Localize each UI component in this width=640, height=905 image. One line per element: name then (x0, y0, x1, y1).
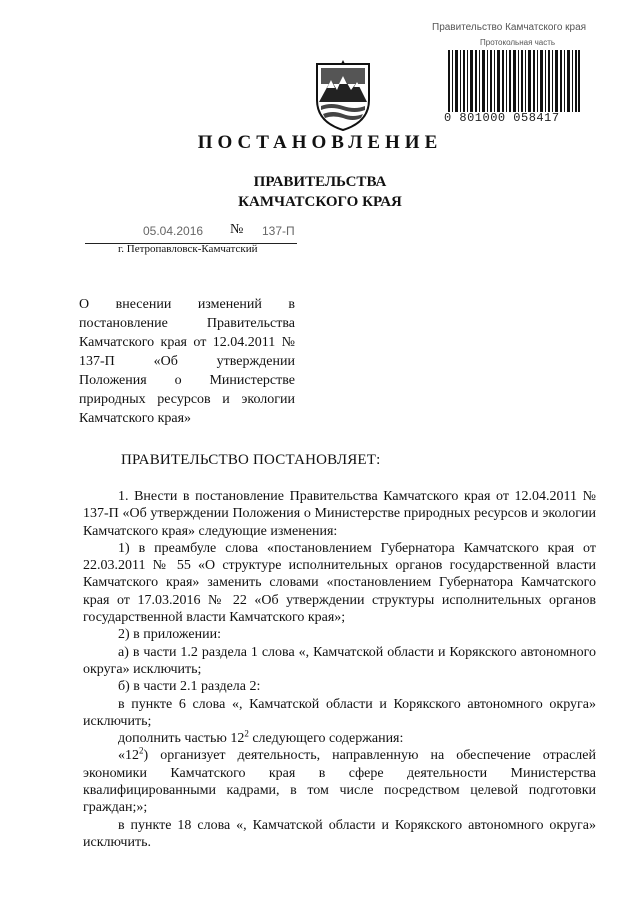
document-subject: О внесении изменений в постановление Правительства Камчатского края от 12.04.2011 № 137-П «Об утверждении Положения о Министерстве природных ресурсов и экологии Камчатского края» (79, 297, 295, 426)
number-sign: № (230, 222, 244, 237)
authority-line-1: ПРАВИТЕЛЬСТВА (253, 174, 387, 190)
document-date: 05.04.2016 (143, 224, 204, 238)
issuing-authority (0, 172, 640, 212)
barcode-bars (448, 50, 580, 112)
paragraph-7-text-a: дополнить частью 12 (118, 731, 245, 747)
paragraph-1: 1. Внести в постановление Правительства Камчатского края от 12.04.2011 № 137-П «Об утверждении Положения о Министерстве природных ресурсов и экологии Камчатского края» следующие изменения: (83, 489, 596, 539)
paragraph-4: а) в части 1.2 раздела 1 слова «, Камчатской области и Корякского автономного округа» исключить; (83, 644, 596, 677)
stamp-subtitle: Протокольная часть (480, 38, 556, 47)
authority-line-2: КАМЧАТСКОГО КРАЯ (238, 194, 402, 210)
document-number: 137-П (262, 224, 295, 238)
paragraph-8-text-b: ) организует деятельность, направленную на обеспечение отраслей экономики Камчатского края в сфере деятельности Министерства квалифицированными кадрами, в том числе посредством целевой подготовки граждан;»; (83, 748, 596, 816)
barcode-number: 0 801000 058417 (444, 111, 560, 125)
paragraph-2: 1) в преамбуле слова «постановлением Губернатора Камчатского края от 22.03.2011 № 55 «О структуре исполнительных органов государственной власти Камчатского края» заменить словами «постановлением Губернатора Камчатского края от 17.03.2016 № 22 «Об утверждении структуры исполнительных органов государственной власти Камчатского края»; (83, 540, 596, 626)
document-body (83, 488, 596, 851)
paragraph-7 (83, 730, 596, 747)
paragraph-8 (83, 747, 596, 816)
barcode (448, 50, 580, 112)
paragraph-7-text-b: следующего содержания: (248, 731, 404, 747)
coat-of-arms-icon (313, 60, 373, 132)
resolution-heading: ПРАВИТЕЛЬСТВО ПОСТАНОВЛЯЕТ: (121, 452, 381, 468)
paragraph-8-text-a: «12 (118, 748, 139, 764)
city: г. Петропавловск-Камчатский (118, 243, 258, 255)
stamp-title: Правительство Камчатского края (432, 22, 587, 33)
paragraph-9: в пункте 18 слова «, Камчатской области и Корякского автономного округа» исключить. (83, 817, 596, 850)
paragraph-8-superscript: 2 (139, 745, 144, 756)
paragraph-3: 2) в приложении: (118, 627, 221, 643)
paragraph-5: б) в части 2.1 раздела 2: (118, 679, 261, 695)
paragraph-7-superscript: 2 (244, 728, 249, 739)
paragraph-6: в пункте 6 слова «, Камчатской области и Корякского автономного округа» исключить; (83, 696, 596, 729)
document-type: ПОСТАНОВЛЕНИЕ (197, 132, 443, 153)
